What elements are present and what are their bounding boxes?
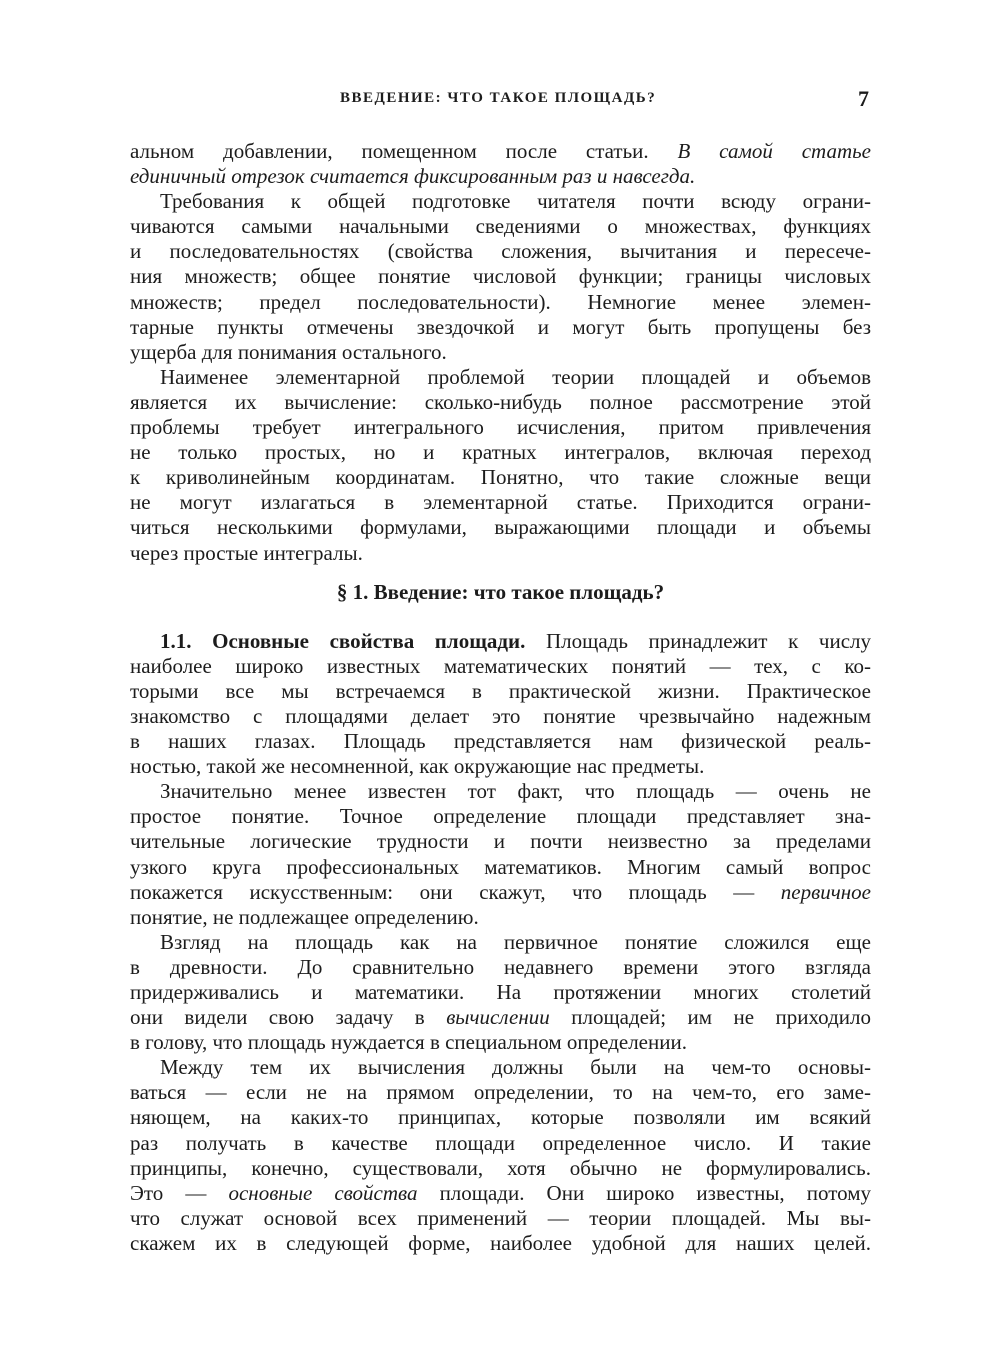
text-line <box>130 214 871 239</box>
text-line <box>130 704 871 729</box>
text-line <box>130 654 871 679</box>
text: узкого круга профессиональных математиков. Многим самый вопрос <box>130 854 871 879</box>
text-line <box>130 189 871 214</box>
text-line <box>130 1206 871 1231</box>
text: площадей; им не приходило <box>549 1005 871 1030</box>
text: понятие, не подлежащее определению. <box>130 904 479 929</box>
paragraph <box>130 365 871 566</box>
text: и последовательностях (свойства сложения, вычитания и пересече- <box>130 239 871 264</box>
text-line <box>130 490 871 515</box>
text: в древности. До сравнительно недавнего времени этого взгляда <box>130 954 871 979</box>
text-line <box>130 515 871 540</box>
paragraph <box>130 139 871 189</box>
text: § 1. Введение: что такое площадь? <box>336 579 665 604</box>
text: раз получать в качестве площади определенное число. И такие <box>130 1130 871 1155</box>
text-line <box>130 440 871 465</box>
text-line <box>130 315 871 340</box>
text-line <box>130 1181 871 1206</box>
text: чительные логические трудности и почти неизвестно за пределами <box>130 829 871 854</box>
text: ущерба для понимания остального. <box>130 339 447 364</box>
text-line <box>130 580 871 605</box>
text: чиваются самыми начальными сведениями о множествах, функциях <box>130 214 871 239</box>
text-line <box>130 290 871 315</box>
text-line <box>130 880 871 905</box>
text: Значительно менее известен тот факт, что площадь — очень не <box>160 779 871 804</box>
text-line <box>130 1030 871 1055</box>
body-text <box>130 139 871 1256</box>
text: Взгляд на площадь как на первичное понятие сложился еще <box>160 929 871 954</box>
text: Наименее элементарной проблемой теории площадей и объемов <box>160 364 871 389</box>
text-line <box>130 139 871 164</box>
running-title: ВВЕДЕНИЕ: ЧТО ТАКОЕ ПЛОЩАДЬ? <box>340 90 657 106</box>
text: через простые интегралы. <box>130 540 363 565</box>
text: знакомство с площадями делает это понятие чрезвычайно надежным <box>130 703 871 728</box>
text: они видели свою задачу в <box>130 1005 447 1030</box>
paragraph <box>130 1055 871 1256</box>
text: не только простых, но и кратных интегралов, включая переход <box>130 440 871 465</box>
text-line <box>130 1231 871 1256</box>
text-line <box>130 754 871 779</box>
text: не могут излагаться в элементарной статье. Приходится ограни- <box>130 490 871 515</box>
paragraph <box>130 189 871 365</box>
bold-text: 1.1. Основные свойства площади. <box>160 628 526 653</box>
text-line <box>130 415 871 440</box>
text-line <box>130 930 871 955</box>
text-line <box>130 955 871 980</box>
text-line <box>130 465 871 490</box>
text: простое понятие. Точное определение площади представляет зна- <box>130 804 871 829</box>
text: скажем их в следующей форме, наиболее удобной для наших целей. <box>130 1230 871 1255</box>
italic-text: В самой статье <box>677 139 871 163</box>
text-line <box>130 804 871 829</box>
text: покажется искусственным: они скажут, что площадь — <box>130 879 781 904</box>
text: в голову, что площадь нуждается в специальном определении. <box>130 1030 687 1055</box>
text-line <box>130 980 871 1005</box>
paragraph <box>130 779 871 930</box>
text: является их вычисление: сколько-нибудь полное рассмотрение этой <box>130 389 871 414</box>
text: ния множеств; общее понятие числовой функции; границы числовых <box>130 264 871 289</box>
text: принципы, конечно, существовали, хотя обычно не формулировались. <box>130 1155 871 1180</box>
text-line <box>130 541 871 566</box>
text-line <box>130 679 871 704</box>
text: торыми все мы встречаемся в практической жизни. Практическое <box>130 678 871 703</box>
italic-text: единичный отрезок считается фиксированным раз и навсегда. <box>130 164 696 189</box>
text: в наших глазах. Площадь представляется нам физической реаль- <box>130 729 871 754</box>
text: придерживались и математики. На протяжении многих столетий <box>130 980 871 1004</box>
text-line <box>130 1055 871 1080</box>
text: что служат основой всех применений — теории площадей. Мы вы- <box>130 1205 871 1230</box>
text: Площадь принадлежит к числу <box>525 628 871 653</box>
text: ностью, такой же несомненной, как окружающие нас предметы. <box>130 754 705 779</box>
page-number: 7 <box>858 86 869 111</box>
text: няющем, на каких-то принципах, которые позволяли им всякий <box>130 1105 871 1130</box>
text: площади. Они широко известны, потому <box>417 1180 872 1205</box>
text-line <box>130 1156 871 1181</box>
text-line <box>130 1080 871 1105</box>
text: множеств; предел последовательности). Немногие менее элемен- <box>130 289 871 314</box>
text-line <box>130 905 871 930</box>
text: ваться — если не на прямом определении, то на чем-то, его заме- <box>130 1080 871 1105</box>
text: Требования к общей подготовке читателя почти всюду ограни- <box>160 189 871 214</box>
text-line <box>130 779 871 804</box>
italic-text: основные свойства <box>228 1180 418 1205</box>
text: Между тем их вычисления должны были на чем-то основы- <box>160 1055 871 1080</box>
paragraph <box>130 629 871 780</box>
text-line <box>130 855 871 880</box>
text: к криволинейным координатам. Понятно, что такие сложные вещи <box>130 465 871 490</box>
section-heading <box>130 580 871 605</box>
paragraph <box>130 930 871 1055</box>
text: альном добавлении, помещенном после статьи. <box>130 139 678 163</box>
text-line <box>130 365 871 390</box>
text-line <box>130 1005 871 1030</box>
text: наиболее широко известных математических понятий — тех, с ко- <box>130 653 871 678</box>
text: читься несколькими формулами, выражающими площади и объемы <box>130 515 871 540</box>
text-line <box>130 340 871 365</box>
text-line <box>130 1131 871 1156</box>
text: проблемы требует интегрального исчисления, притом привлечения <box>130 415 871 440</box>
text: тарные пункты отмечены звездочкой и могут быть пропущены без <box>130 314 871 339</box>
text-line <box>130 829 871 854</box>
text-line <box>130 390 871 415</box>
text-line <box>130 1105 871 1130</box>
text: Это — <box>130 1180 229 1205</box>
italic-text: первичное <box>780 879 871 904</box>
text-line <box>130 264 871 289</box>
text-line <box>130 729 871 754</box>
text-line <box>130 629 871 654</box>
text-line <box>130 239 871 264</box>
text-line <box>130 164 871 189</box>
italic-text: вычислении <box>446 1005 550 1030</box>
